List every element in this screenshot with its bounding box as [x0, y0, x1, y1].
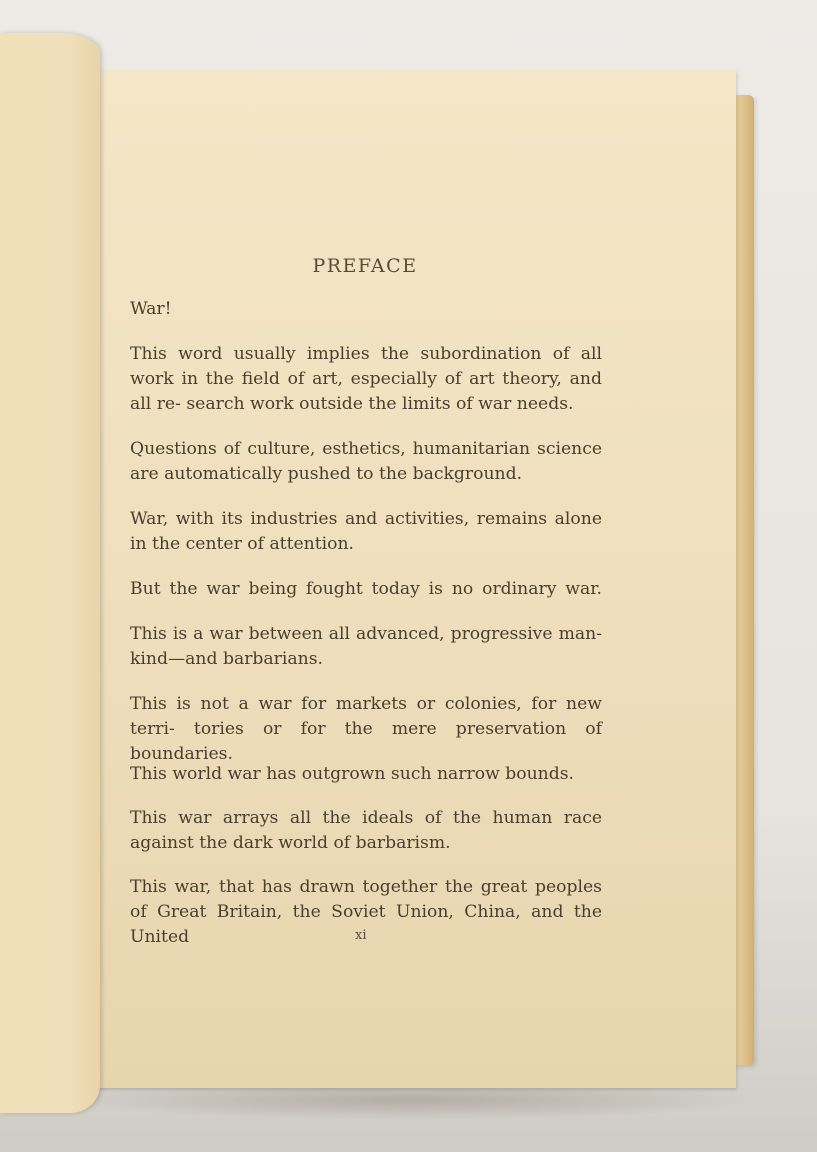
paragraph-2: This word usually implies the subordination of all work in the field of art, especially of art theory, and all re- search work outside the limits of war needs.: [130, 344, 602, 414]
paragraph-7: This is not a war for markets or colonies, for new terri- tories or for the mere preservation of boundaries.: [130, 694, 602, 764]
paragraph-1: War!: [130, 299, 172, 319]
book-cover-edge: [734, 95, 754, 1065]
paragraph-8: This world war has outgrown such narrow bounds.: [130, 764, 575, 784]
paragraph-4: War, with its industries and activities, remains alone in the center of attention.: [130, 509, 602, 554]
paragraph-3: Questions of culture, esthetics, humanitarian science are automatically pushed to the background.: [130, 439, 602, 484]
paragraph-5: But the war being fought today is no ordinary war.: [130, 579, 602, 599]
left-page-curl: [0, 33, 100, 1113]
page-number: xi: [355, 928, 367, 943]
paragraph-10: This war, that has drawn together the great peoples of Great Britain, the Soviet Union, China, and the United: [130, 877, 602, 947]
page-heading: PREFACE: [312, 255, 418, 277]
paragraph-9: This war arrays all the ideals of the human race against the dark world of barbarism.: [130, 808, 602, 853]
paragraph-6: This is a war between all advanced, progressive man- kind—and barbarians.: [130, 624, 602, 669]
